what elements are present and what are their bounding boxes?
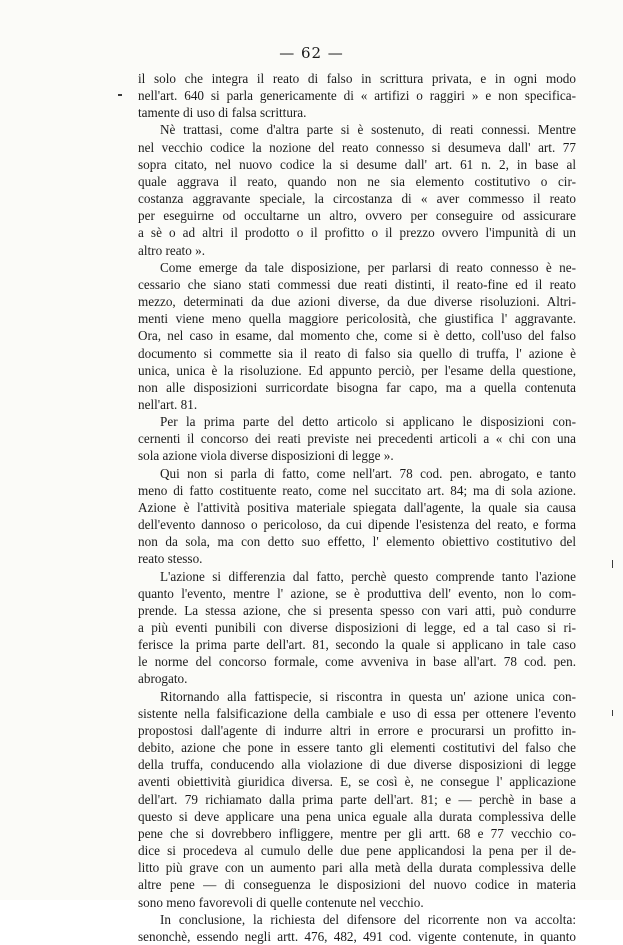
text-line: dell'art. 79 richiamato dalla prima parte dell'art. 81; e — perchè in base a xyxy=(138,791,576,807)
text-line: questo si deve applicare una pena unica eguale alla durata complessiva delle xyxy=(138,808,576,824)
text-line: altre pene — di conseguenza le disposizioni del nuovo codice in materia xyxy=(138,877,576,893)
text-line: a più eventi punibili con diverse disposizioni di legge, ed a tal caso si ri- xyxy=(138,620,576,635)
text-line: costanza aggravante speciale, la circostanza di « aver commesso il reato xyxy=(138,191,576,207)
text-line: Qui non si parla di fatto, come nell'art. 78 cod. pen. abrogato, e tanto xyxy=(160,465,576,481)
text-line: nel vecchio codice la nozione del reato connesso si desumeva dall' art. 77 xyxy=(138,139,576,155)
text-line: non alle disposizioni surricordate bisogna far capo, ma a quella contenuta xyxy=(138,379,576,395)
text-line: L'azione si differenzia dal fatto, perchè questo comprende tanto l'azione xyxy=(160,568,576,584)
text-line: documento si commette sia il reato di falso sia quello di truffa, l' azione è xyxy=(138,345,576,361)
text-line: le norme del concorso formale, come avveniva in base all'art. 78 cod. pen. xyxy=(138,654,576,670)
text-line: debito, azione che pone in essere tanto gli elementi costitutivi del falso che xyxy=(138,740,576,756)
text-line: In conclusione, la richiesta del difensore del ricorrente non va accolta: xyxy=(160,911,576,927)
text-line: Per la prima parte del detto articolo si applicano le disposizioni con- xyxy=(160,414,576,430)
page-number: — 62 — xyxy=(279,44,344,62)
body-text xyxy=(138,70,576,945)
text-line: tamente di uso di falsa scrittura. xyxy=(138,105,307,121)
text-line: dell'evento dannoso o pericoloso, da cui dipende l'esistenza del reato, e forma xyxy=(138,517,576,533)
text-line: Ritornando alla fattispecie, si riscontra in questa un' azione unica con- xyxy=(160,688,576,704)
text-line: Ora, nel caso in esame, dal momento che, come si è detto, coll'uso del falso xyxy=(138,328,576,344)
text-line: menti viene meno quella maggiore pericolosità, che giustifica l' aggravante. xyxy=(138,311,576,327)
margin-mark xyxy=(118,94,122,96)
text-line: quanto l'evento, mentre l' azione, se è produttiva dell' evento, non lo com- xyxy=(138,585,576,601)
text-line: ferisce la prima parte dell'art. 81, secondo la quale si applicano in tale caso xyxy=(138,637,576,653)
text-line: senonchè, essendo negli artt. 476, 482, 491 cod. vigente contenute, in quanto xyxy=(138,928,576,944)
text-line: Come emerge da tale disposizione, per parlarsi di reato connesso è ne- xyxy=(160,259,576,275)
text-line: sopra citato, nel nuovo codice la si desume dall' art. 61 n. 2, in base al xyxy=(138,156,576,172)
text-line: litto più grave con un aumento pari alla metà della durata complessiva delle xyxy=(138,860,576,876)
text-line: abrogato. xyxy=(138,671,188,687)
text-line: aventi obiettività giuridica diversa. E, se così è, ne consegue l' applicazione xyxy=(138,774,576,790)
text-line: Azione è l'attività positiva materiale spiegata dall'agente, la quale sia causa xyxy=(138,499,576,515)
text-line: prende. La stessa azione, che si presenta spesso con vari atti, può condurre xyxy=(138,602,576,618)
text-line: a sè o ad altri il prodotto o il profitto o il prezzo ovvero l'impunità di un xyxy=(138,225,576,241)
text-line: unica, unica è la risoluzione. Ed appunto perciò, per l'esame della questione, xyxy=(138,362,576,378)
text-line: pene che si dovrebbero infliggere, mentre per gli artt. 68 e 77 vecchio co- xyxy=(138,825,576,841)
text-line: propostosi dall'agente di indurre altri in errore e procurarsi un profitto in- xyxy=(138,722,576,738)
text-line: nell'art. 640 si parla genericamente di « artifizi o raggiri » e non specifica- xyxy=(138,88,576,104)
text-line: il solo che integra il reato di falso in scrittura privata, e in ogni modo xyxy=(138,71,576,86)
text-line: altro reato ». xyxy=(138,242,206,258)
margin-mark xyxy=(612,710,613,716)
text-line: meno di fatto costituente reato, come nel succitato art. 84; ma di sola azione. xyxy=(138,482,576,498)
text-line: sola azione viola diverse disposizioni di legge ». xyxy=(138,448,394,464)
text-line: della truffa, conducendo alla violazione di due diverse disposizioni di legge xyxy=(138,757,576,773)
text-line: dice si procedeva al cumulo delle due pene applicandosi la pena per il de- xyxy=(138,843,576,859)
text-line: sono meno favorevoli di quelle contenute nel vecchio. xyxy=(138,894,424,910)
text-line: non da sola, ma con detto suo effetto, l' elemento obiettivo costitutivo del xyxy=(138,534,576,550)
text-line: per eseguirne od occultarne un altro, ovvero per conseguire od assicurare xyxy=(138,208,576,224)
text-line: nell'art. 81. xyxy=(138,396,198,412)
text-line: quale aggrava il reato, quando non ne sia elemento costitutivo o cir- xyxy=(138,173,576,189)
text-line: cernenti il concorso dei reati previste nei precedenti articoli a « chi con una xyxy=(138,431,576,447)
margin-mark xyxy=(612,560,613,568)
text-line: Nè trattasi, come d'altra parte si è sostenuto, di reati connessi. Mentre xyxy=(160,122,576,138)
text-line: sistente nella falsificazione della cambiale e uso di essa per ottenere l'evento xyxy=(138,705,576,721)
text-line: mezzo, determinati da due azioni diverse, da due diverse risoluzioni. Altri- xyxy=(138,294,576,310)
text-line: reato stesso. xyxy=(138,551,203,567)
text-line: cessario che siano stati commessi due reati distinti, il reato-fine ed il reato xyxy=(138,276,576,292)
